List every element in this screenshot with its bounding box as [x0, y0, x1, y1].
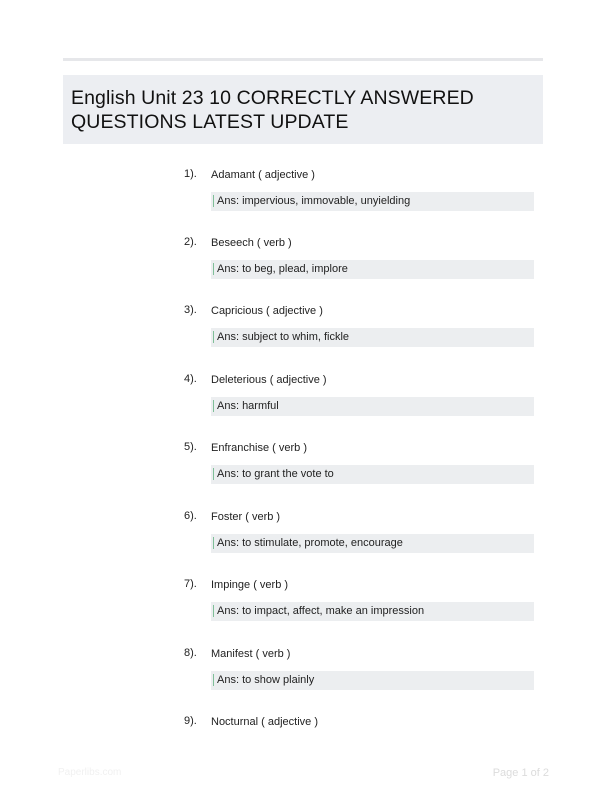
answer-marker-icon [213, 468, 214, 480]
answer-box [211, 602, 534, 621]
answer-marker-icon [213, 331, 214, 343]
answer-marker-icon [213, 195, 214, 207]
question-number: 6). [184, 510, 197, 522]
question-item-4 [0, 372, 606, 432]
answer-marker-icon [213, 674, 214, 686]
answer-text: Ans: to grant the vote to [217, 468, 334, 480]
question-term: Foster ( verb ) [211, 511, 281, 523]
question-term: Adamant ( adjective ) [211, 169, 315, 181]
answer-box [211, 397, 534, 416]
answer-marker-icon [213, 263, 214, 275]
question-number: 9). [184, 715, 197, 727]
question-item-6 [0, 509, 606, 569]
question-item-5 [0, 440, 606, 500]
question-term: Impinge ( verb ) [211, 579, 289, 591]
question-item-7 [0, 577, 606, 637]
answer-box [211, 534, 534, 553]
answer-box [211, 192, 534, 211]
question-item-8 [0, 646, 606, 706]
question-term: Manifest ( verb ) [211, 648, 291, 660]
question-term: Beseech ( verb ) [211, 237, 292, 249]
question-number: 2). [184, 236, 197, 248]
question-number: 5). [184, 441, 197, 453]
answer-text: Ans: to beg, plead, implore [217, 263, 348, 275]
answer-box [211, 260, 534, 279]
answer-box [211, 465, 534, 484]
answer-text: Ans: to stimulate, promote, encourage [217, 537, 403, 549]
question-term: Deleterious ( adjective ) [211, 374, 327, 386]
footer-watermark: Paperlibs.com [58, 767, 122, 778]
question-number: 4). [184, 373, 197, 385]
question-number: 7). [184, 578, 197, 590]
answer-text: Ans: harmful [217, 400, 279, 412]
title-line-1: English Unit 23 10 CORRECTLY ANSWERED [71, 87, 474, 109]
answer-text: Ans: subject to whim, fickle [217, 331, 350, 343]
answer-text: Ans: impervious, immovable, unyielding [217, 195, 411, 207]
question-number: 3). [184, 304, 197, 316]
question-term: Capricious ( adjective ) [211, 305, 323, 317]
answer-marker-icon [213, 537, 214, 549]
answer-marker-icon [213, 605, 214, 617]
answer-text: Ans: to impact, affect, make an impression [217, 605, 425, 617]
question-item-1 [0, 167, 606, 227]
answer-box [211, 671, 534, 690]
question-number: 8). [184, 647, 197, 659]
answer-marker-icon [213, 400, 214, 412]
question-term: Nocturnal ( adjective ) [211, 716, 318, 728]
question-item-9 [0, 714, 606, 774]
question-term: Enfranchise ( verb ) [211, 442, 307, 454]
question-item-2 [0, 235, 606, 295]
page-indicator: Page 1 of 2 [492, 767, 549, 779]
answer-box [211, 328, 534, 347]
question-number: 1). [184, 168, 197, 180]
answer-text: Ans: to show plainly [217, 674, 315, 686]
question-item-3 [0, 303, 606, 363]
title-line-2: QUESTIONS LATEST UPDATE [71, 111, 349, 133]
